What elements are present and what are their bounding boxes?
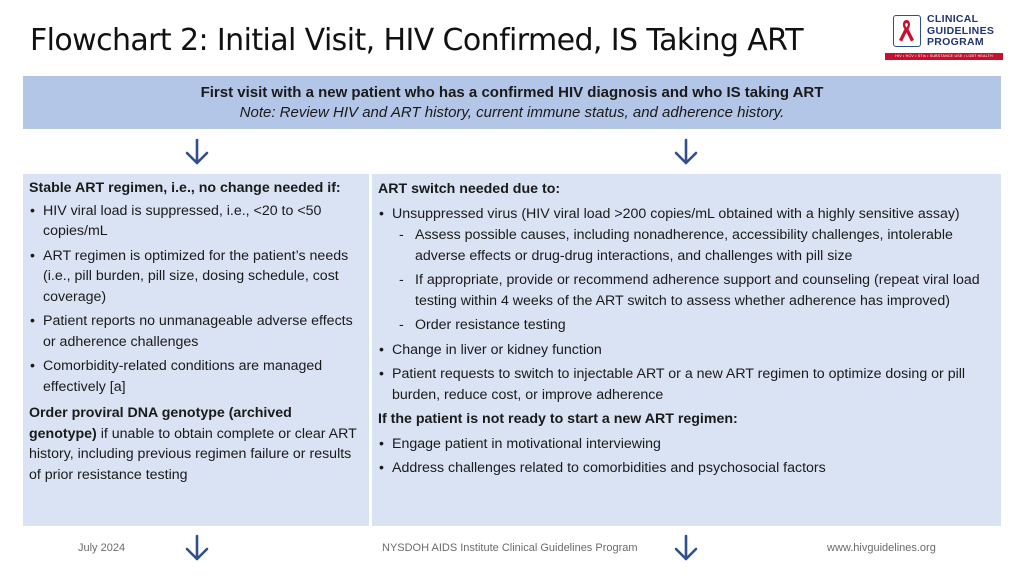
red-ribbon-icon — [894, 16, 919, 45]
not-ready-heading: If the patient is not ready to start a new ART regimen: — [378, 411, 738, 427]
art-switch-box — [372, 174, 1001, 526]
down-arrow-icon — [183, 533, 211, 563]
art-switch-heading: ART switch needed due to: — [378, 181, 561, 197]
sub-list-item — [392, 270, 995, 311]
logo-wordmark — [927, 14, 994, 49]
down-arrow-icon — [672, 533, 700, 563]
list-item — [378, 458, 995, 479]
logo-tagline: HIV • HCV • STIs • SUBSTANCE USE • LGBT HEALTH — [885, 53, 1003, 60]
list-item — [378, 340, 995, 361]
bullet-icon: • — [379, 366, 384, 382]
bullet-icon: • — [30, 313, 35, 329]
list-item-text: HIV viral load is suppressed, i.e., <20 to <50 copies/mL — [43, 202, 322, 239]
sub-list-item — [392, 315, 995, 336]
stable-criteria-list — [29, 201, 363, 398]
cgp-logo — [885, 12, 1003, 66]
initial-visit-note: Note: Review HIV and ART history, current immune status, and adherence history. — [239, 104, 785, 121]
dash-icon: - — [399, 317, 404, 333]
list-item-text: Change in liver or kidney function — [392, 341, 602, 358]
proviral-dna-bold: Order proviral DNA genotype (archived genotype) — [29, 405, 292, 442]
sub-list-item-text: Assess possible causes, including nonadherence, accessibility challenges, intolerable adverse effects or drug-drug interactions, and challenges with pill size — [415, 227, 953, 264]
logo-line: PROGRAM — [927, 36, 984, 48]
footer-date: July 2024 — [78, 542, 126, 554]
not-ready-list — [378, 434, 995, 479]
list-item-text: Address challenges related to comorbidities and psychosocial factors — [392, 460, 826, 476]
list-item — [29, 311, 363, 352]
stable-regimen-heading: Stable ART regimen, i.e., no change needed if: — [29, 180, 341, 196]
stable-regimen-box — [23, 174, 369, 526]
list-item-text: Engage patient in motivational interviewing — [392, 435, 661, 452]
bullet-icon: • — [30, 358, 35, 374]
logo-line: CLINICAL — [927, 13, 979, 25]
proviral-dna-rest: if unable to obtain complete or clear ART history, including previous regimen failure or results of prior resistance testing — [29, 425, 357, 483]
unsuppressed-subitems — [392, 225, 995, 336]
list-item-text: Patient reports no unmanageable adverse effects or adherence challenges — [43, 313, 353, 350]
bullet-icon: • — [379, 435, 384, 452]
bullet-icon: • — [379, 460, 384, 476]
list-item — [378, 364, 995, 405]
list-item — [29, 356, 363, 397]
initial-visit-heading: First visit with a new patient who has a confirmed HIV diagnosis and who IS taking ART — [200, 84, 824, 101]
list-item — [378, 204, 995, 336]
sub-list-item-text: Order resistance testing — [415, 317, 566, 333]
list-item-text: Comorbidity-related conditions are managed effectively [a] — [43, 358, 323, 395]
sub-list-item-text: If appropriate, provide or recommend adherence support and counseling (repeat viral load testing within 4 weeks of the ART switch to assess whether adherence has improved) — [415, 272, 980, 309]
logo-frame — [893, 15, 921, 47]
down-arrow-icon — [672, 137, 700, 167]
list-item — [378, 434, 995, 455]
bullet-icon: • — [379, 341, 384, 358]
art-switch-reasons-list — [378, 204, 995, 406]
bullet-icon: • — [379, 205, 384, 222]
list-item — [29, 246, 363, 308]
initial-visit-box — [23, 76, 1001, 129]
footer-program: NYSDOH AIDS Institute Clinical Guidelines Program — [382, 542, 638, 554]
logo-line: GUIDELINES — [927, 24, 995, 37]
footer-url: www.hivguidelines.org — [827, 542, 936, 554]
sub-list-item — [392, 225, 995, 266]
bullet-icon: • — [30, 202, 35, 219]
list-item — [29, 201, 363, 242]
proviral-dna-instruction — [29, 403, 363, 485]
bullet-icon: • — [30, 247, 35, 264]
down-arrow-icon — [183, 137, 211, 167]
dash-icon: - — [399, 227, 404, 243]
list-item-text: ART regimen is optimized for the patient’s needs (i.e., pill burden, pill size, dosing schedule, cost coverage) — [43, 247, 349, 305]
dash-icon: - — [399, 272, 404, 288]
list-item-text: Patient requests to switch to injectable ART or a new ART regimen to optimize dosing or pill burden, reduce cost, or improve adherence — [392, 366, 966, 403]
list-item-text: Unsuppressed virus (HIV viral load >200 copies/mL obtained with a highly sensitive assay) — [392, 205, 960, 222]
page-title: Flowchart 2: Initial Visit, HIV Confirmed, IS Taking ART — [30, 23, 803, 58]
